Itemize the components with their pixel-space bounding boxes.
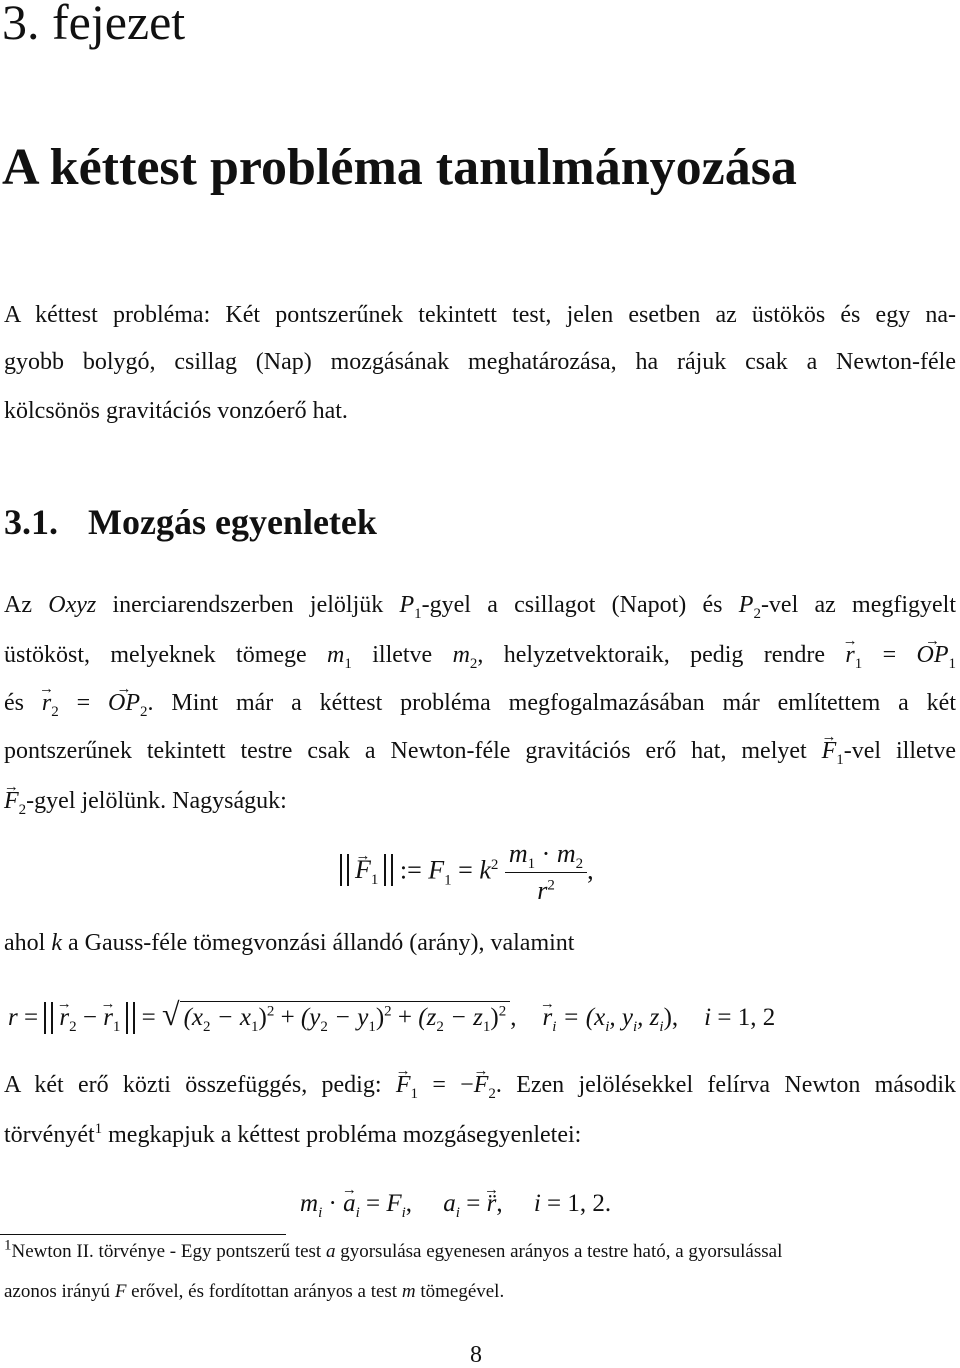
- equation-force-magnitude: → $F_1$ := $F_1 = k^2$ $\frac{m_1 \cdot m_2}{r^2}$ ,: [340, 838, 594, 907]
- para3-line: törvényét$^1$ megkapjuk a kéttest probléma mozgásegyenletei:: [4, 1121, 582, 1148]
- intro-line: kölcsönös gravitációs vonzóerő hat.: [4, 398, 348, 424]
- footnote-line: azonos irányú F erővel, és fordítottan arányos a test m tömegével.: [4, 1281, 505, 1302]
- intro-line: A kéttest probléma: Két pontszerűnek tekintett test, jelen esetben az üstökös és egy na-: [4, 302, 956, 328]
- intro-line: gyobb bolygó, csillag (Nap) mozgásának meghatározása, ha rájuk csak a Newton-féle: [4, 349, 956, 375]
- footnote-rule: [0, 1234, 286, 1235]
- paragraph-gauss: ahol k a Gauss-féle tömegvonzási állandó (arány), valamint: [4, 930, 575, 956]
- fraction: $\frac{m_1 \cdot m_2}{r^2}$: [505, 838, 587, 907]
- sqrt-radicand: $(x_2 - x_1)^2 + (y_2 - y_1)^2 + (z_2 - z_1)^2$: [180, 1001, 511, 1031]
- chapter-title: A kéttest probléma tanulmányozása: [2, 139, 797, 196]
- sqrt-sign-icon: √: [162, 996, 180, 1032]
- para1-line: üstököst, melyeknek tömege $m_1$ illetve $m_2$, helyzetvektoraik, pedig rendre → $r_1$ = → $OP_1$: [4, 640, 956, 670]
- page-number: 8: [470, 1342, 482, 1368]
- para1-line: Az Oxyz inerciarendszerben jelöljük $P_1$-gyel a csillagot (Napot) és $P_2$-vel az megfigyelt: [4, 592, 957, 622]
- para1-line: és → $r_2$ = → $OP_2$. Mint már a kéttest probléma megfogalmazásában már említettem a két: [4, 688, 956, 718]
- chapter-label: 3. fejezet: [2, 0, 186, 50]
- para1-line: → $F_2$-gyel jelölünk. Nagyságuk:: [4, 786, 287, 816]
- section-heading: [4, 500, 377, 544]
- para3-line: A két erő közti összefüggés, pedig: → $F_1$ = −→ $F_2$. Ezen jelölésekkel felírva Newton második: [4, 1070, 956, 1100]
- footnote-line: $^1$Newton II. törvénye - Egy pontszerű test a gyorsulása egyenesen arányos a testre ható, a gyorsulással: [4, 1237, 783, 1262]
- footnote-marker[interactable]: 1: [94, 1121, 103, 1137]
- section-number: 3.1.: [4, 502, 58, 542]
- para1-line: pontszerűnek tekintett testre csak a Newton-féle gravitációs erő hat, melyet → $F_1$-vel illetve: [4, 736, 956, 766]
- section-title: Mozgás egyenletek: [88, 502, 377, 542]
- equation-distance: r = → $r_2$ − → $r_1$ = √ $(x_2 - x_1)^2 + (y_2 - y_1)^2 + (z_2 - z_1)^2$ ,→ $r_i = (x_i$, $y_i$, $z_i$), i = 1, 2: [8, 998, 775, 1034]
- equation-motion: $m_i$ · → $a_i = F_i$, $a_i$ = → r̈, i = 1, 2.: [300, 1188, 611, 1220]
